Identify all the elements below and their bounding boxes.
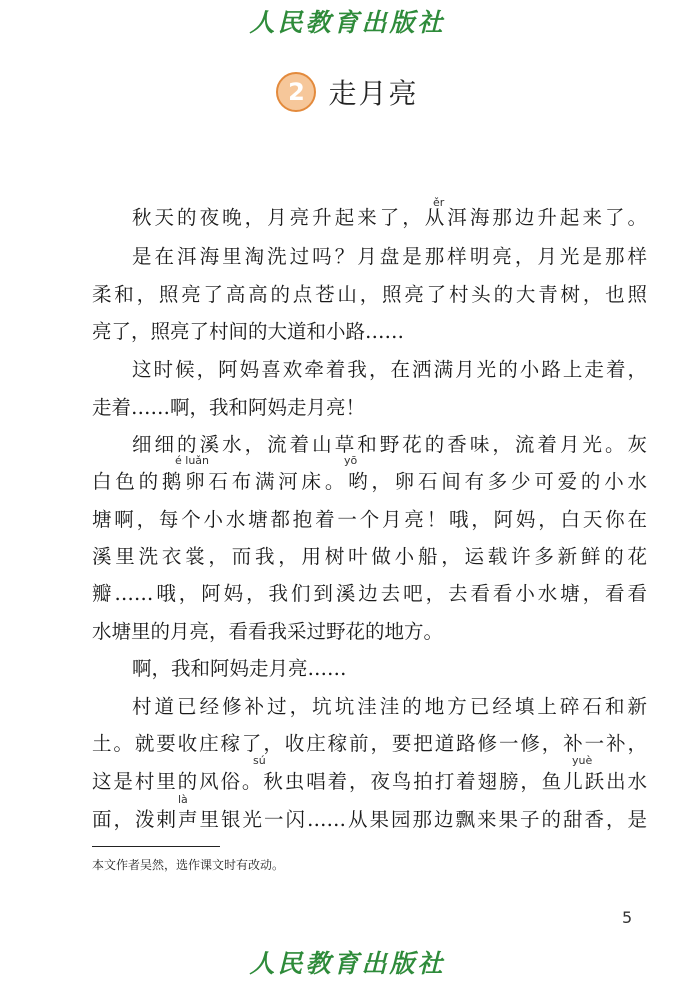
text-line: 亮了，照亮了村间的大道和小路…… [92, 320, 405, 343]
pinyin-yo: yō [344, 454, 358, 467]
pinyin-er: ěr [433, 196, 445, 209]
text-line: 柔和，照亮了高高的点苍山，照亮了村头的大青树，也照 [92, 283, 647, 306]
text-line: 土。就要收庄稼了，收庄稼前，要把道路修一修，补一补， [92, 732, 647, 755]
publisher-logo-top: 人民教育出版社 [249, 8, 446, 37]
publisher-logo-bottom: 人民教育出版社 [249, 949, 446, 978]
text-line: 秋天的夜晚，月亮升起来了，从洱海那边升起来了。 [132, 206, 647, 229]
text-line: 白色的鹅卵石布满河床。哟，卵石间有多少可爱的小水 [92, 470, 647, 493]
lesson-heading [0, 72, 695, 112]
text-line: 村道已经修补过，坑坑洼洼的地方已经填上碎石和新 [132, 695, 647, 718]
pinyin-su: sú [253, 754, 266, 767]
pinyin-e-luan: é luǎn [175, 454, 210, 467]
text-line: 这时候，阿妈喜欢牵着我，在洒满月光的小路上走着， [132, 358, 647, 381]
lesson-title: 走月亮 [328, 77, 419, 110]
text-line: 细细的溪水，流着山草和野花的香味，流着月光。灰 [132, 433, 647, 456]
lesson-number-badge: 2 [276, 72, 316, 112]
footnote: 本文作者吴然，选作课文时有改动。 [92, 858, 285, 872]
text-line: 这是村里的风俗。秋虫唱着，夜鸟拍打着翅膀，鱼儿跃出水 [92, 770, 647, 793]
text-line: 瓣……哦，阿妈，我们到溪边去吧，去看看小水塘，看看 [92, 582, 647, 605]
text-line: 塘啊，每个小水塘都抱着一个月亮！哦，阿妈，白天你在 [92, 508, 647, 531]
text-line: 溪里洗衣裳，而我，用树叶做小船，运载许多新鲜的花 [92, 545, 647, 568]
text-line: 走着……啊，我和阿妈走月亮！ [92, 396, 366, 419]
text-line: 水塘里的月亮，看看我采过野花的地方。 [92, 620, 444, 643]
text-line: 啊，我和阿妈走月亮…… [132, 657, 347, 680]
page-number: 5 [622, 908, 633, 927]
pinyin-yue: yuè [572, 754, 593, 767]
text-line: 面，泼剌声里银光一闪……从果园那边飘来果子的甜香，是 [92, 808, 647, 831]
pinyin-la: là [178, 793, 188, 806]
text-line: 是在洱海里淘洗过吗？月盘是那样明亮，月光是那样 [132, 245, 647, 268]
footnote-divider [92, 846, 220, 847]
